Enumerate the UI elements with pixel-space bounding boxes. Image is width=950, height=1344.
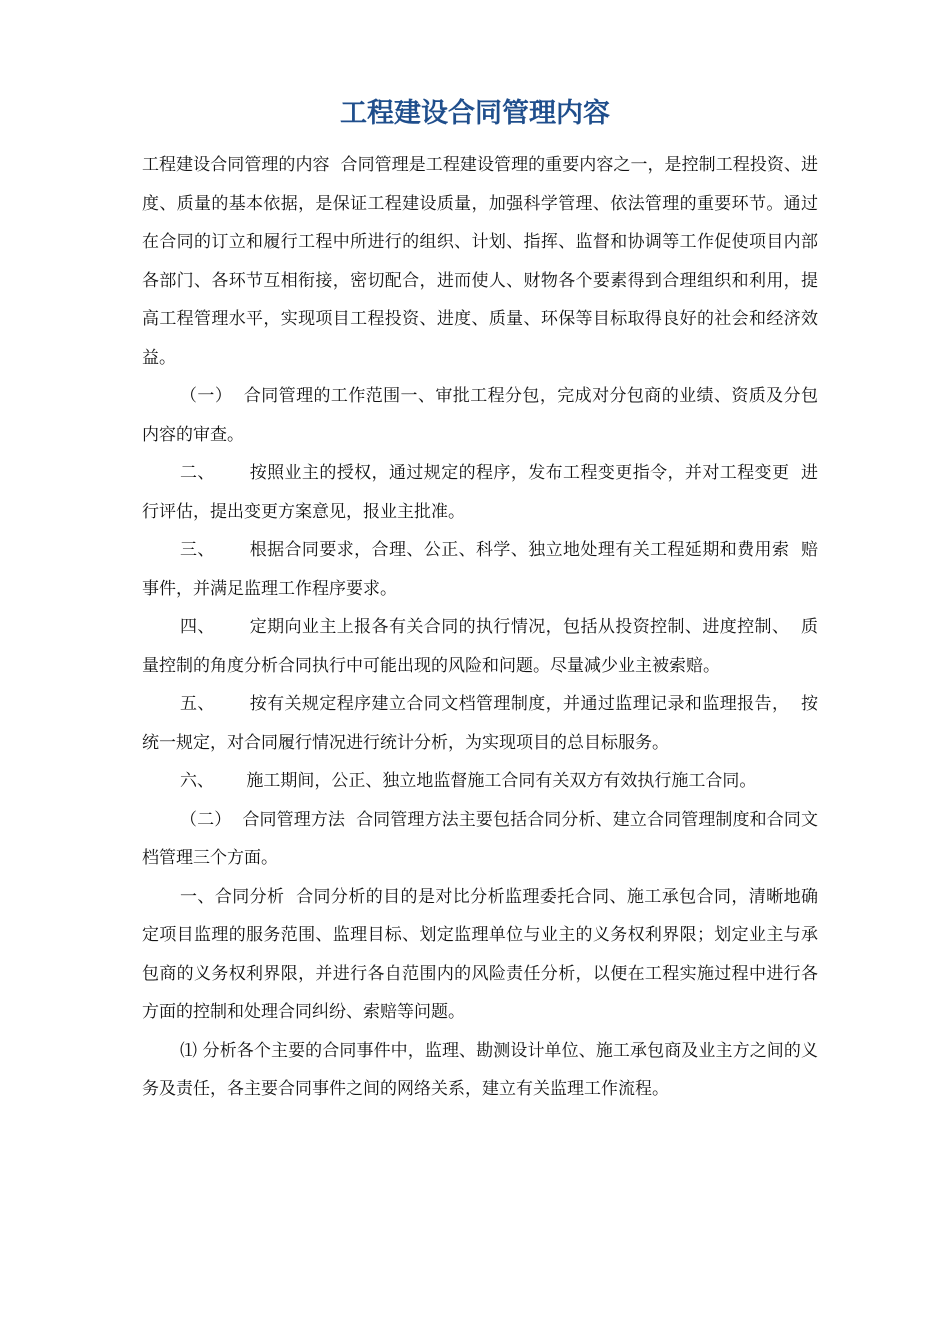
document-title: 工程建设合同管理内容: [340, 98, 610, 129]
paragraph-item-2: 二、 按照业主的授权，通过规定的程序，发布工程变更指令，并对工程变更 进行评估，提出变更方案意见，报业主批准。: [142, 463, 818, 522]
paragraph-item-3: 三、 根据合同要求，合理、公正、科学、独立地处理有关工程延期和费用索 赔事件，并满足监理工作程序要求。: [142, 540, 818, 599]
paragraph-contract-analysis: 一、合同分析 合同分析的目的是对比分析监理委托合同、施工承包合同，清晰地确定项目监理的服务范围、监理目标、划定监理单位与业主的义务权利界限；划定业主与承包商的义务权利界限，并进行各自范围内的风险责任分析，以便在工程实施过程中进行各方面的控制和处理合同纠纷、索赔等问题。: [142, 886, 818, 1022]
paragraph-item-6: 六、 施工期间，公正、独立地监督施工合同有关双方有效执行施工合同。: [180, 771, 757, 791]
paragraph-scope: （一） 合同管理的工作范围一、审批工程分包，完成对分包商的业绩、资质及分包内容的审查。: [142, 386, 818, 445]
paragraph-methods: （二） 合同管理方法 合同管理方法主要包括合同分析、建立合同管理制度和合同文档管理三个方面。: [142, 809, 818, 868]
document-body: [142, 146, 818, 1109]
paragraph-item-4: 四、 定期向业主上报各有关合同的执行情况，包括从投资控制、进度控制、 质量控制的角度分析合同执行中可能出现的风险和问题。尽量减少业主被索赔。: [142, 617, 818, 676]
paragraph-intro: 工程建设合同管理的内容 合同管理是工程建设管理的重要内容之一，是控制工程投资、进度、质量的基本依据，是保证工程建设质量，加强科学管理、依法管理的重要环节。通过在合同的订立和履行工程中所进行的组织、计划、指挥、监督和协调等工作促使项目内部各部门、各环节互相衔接，密切配合，进而使人、财物各个要素得到合理组织和利用，提高工程管理水平，实现项目工程投资、进度、质量、环保等目标取得良好的社会和经济效益。: [142, 155, 818, 368]
paragraph-item-5: 五、 按有关规定程序建立合同文档管理制度，并通过监理记录和监理报告， 按统一规定，对合同履行情况进行统计分析，为实现项目的总目标服务。: [142, 694, 818, 753]
paragraph-analysis-point-1: ⑴ 分析各个主要的合同事件中，监理、勘测设计单位、施工承包商及业主方之间的义务及责任，各主要合同事件之间的网络关系，建立有关监理工作流程。: [142, 1040, 818, 1099]
